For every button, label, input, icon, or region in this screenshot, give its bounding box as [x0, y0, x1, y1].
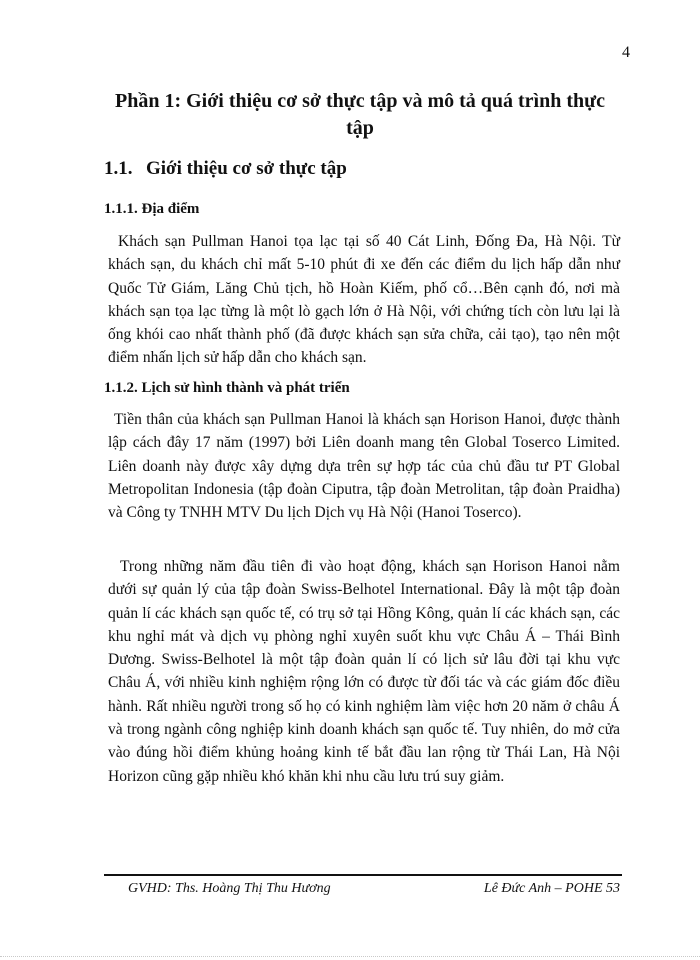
page-number: 4: [622, 44, 630, 61]
section-heading: [104, 158, 347, 180]
footer-supervisor: GVHD: Ths. Hoàng Thị Thu Hương: [128, 881, 331, 896]
subsection-heading-location: 1.1.1. Địa điểm: [104, 201, 200, 217]
subsection-heading-history: 1.1.2. Lịch sử hình thành và phát triển: [104, 380, 350, 396]
page-title: Phần 1: Giới thiệu cơ sở thực tập và mô tả quá trình thực tập: [114, 90, 606, 139]
paragraph-history-1: Tiền thân của khách sạn Pullman Hanoi là khách sạn Horison Hanoi, được thành lập cách đây 17 năm (1997) bởi Liên doanh mang tên Global Toserco Limited. Liên doanh này được xây dựng dựa trên sự hợp tác của chủ đầu tư PT Global Metropolitan Indonesia (tập đoàn Ciputra, tập đoàn Metrolitan, tập đoàn Praidha) và Công ty TNHH MTV Du lịch Dịch vụ Hà Nội (Hanoi Toserco).: [108, 411, 620, 522]
section-title: Giới thiệu cơ sở thực tập: [146, 158, 347, 179]
footer-rule: [104, 874, 622, 876]
footer-author: Lê Đức Anh – POHE 53: [483, 881, 620, 896]
section-number: 1.1.: [104, 158, 133, 179]
paragraph-location: Khách sạn Pullman Hanoi tọa lạc tại số 40 Cát Linh, Đống Đa, Hà Nội. Từ khách sạn, du khách chỉ mất 5-10 phút đi xe đến các điểm du lịch hấp dẫn như Quốc Tử Giám, Lăng Chủ tịch, hồ Hoàn Kiếm, phố cổ…Bên cạnh đó, nơi mà khách sạn tọa lạc từng là một lò gạch lớn ở Hà Nội, với chứng tích còn lưu lại là ống khói cao nhất thành phố (đã được khách sạn sửa chữa, cải tạo), tạo nên một điểm nhấn lịch sử hấp dẫn cho khách sạn.: [108, 233, 620, 367]
paragraph-history-2: Trong những năm đầu tiên đi vào hoạt động, khách sạn Horison Hanoi nằm dưới sự quản lý của tập đoàn Swiss-Belhotel International. Đây là một tập đoàn quản lí các khách sạn quốc tế, có trụ sở tại Hồng Kông, quản lí các khách sạn, các khu nghỉ mát và dịch vụ phòng nghỉ xuyên suốt khu vực Châu Á – Thái Bình Dương. Swiss-Belhotel là một tập đoàn quản lí có lịch sử lâu đời tại khu vực Châu Á, với nhiều kinh nghiệm rộng lớn có được từ đối tác và các giám đốc điều hành. Rất nhiều người trong số họ có kinh nghiệm làm việc hơn 20 năm ở châu Á và trong ngành công nghiệp kinh doanh khách sạn quốc tế. Tuy nhiên, do mở cửa vào đúng hồi điểm khủng hoảng kinh tế bắt đầu lan rộng từ Thái Lan, Hà Nội Horizon cũng gặp nhiều khó khăn khi nhu cầu lưu trú suy giảm.: [108, 558, 620, 785]
page-edge: [0, 956, 700, 957]
